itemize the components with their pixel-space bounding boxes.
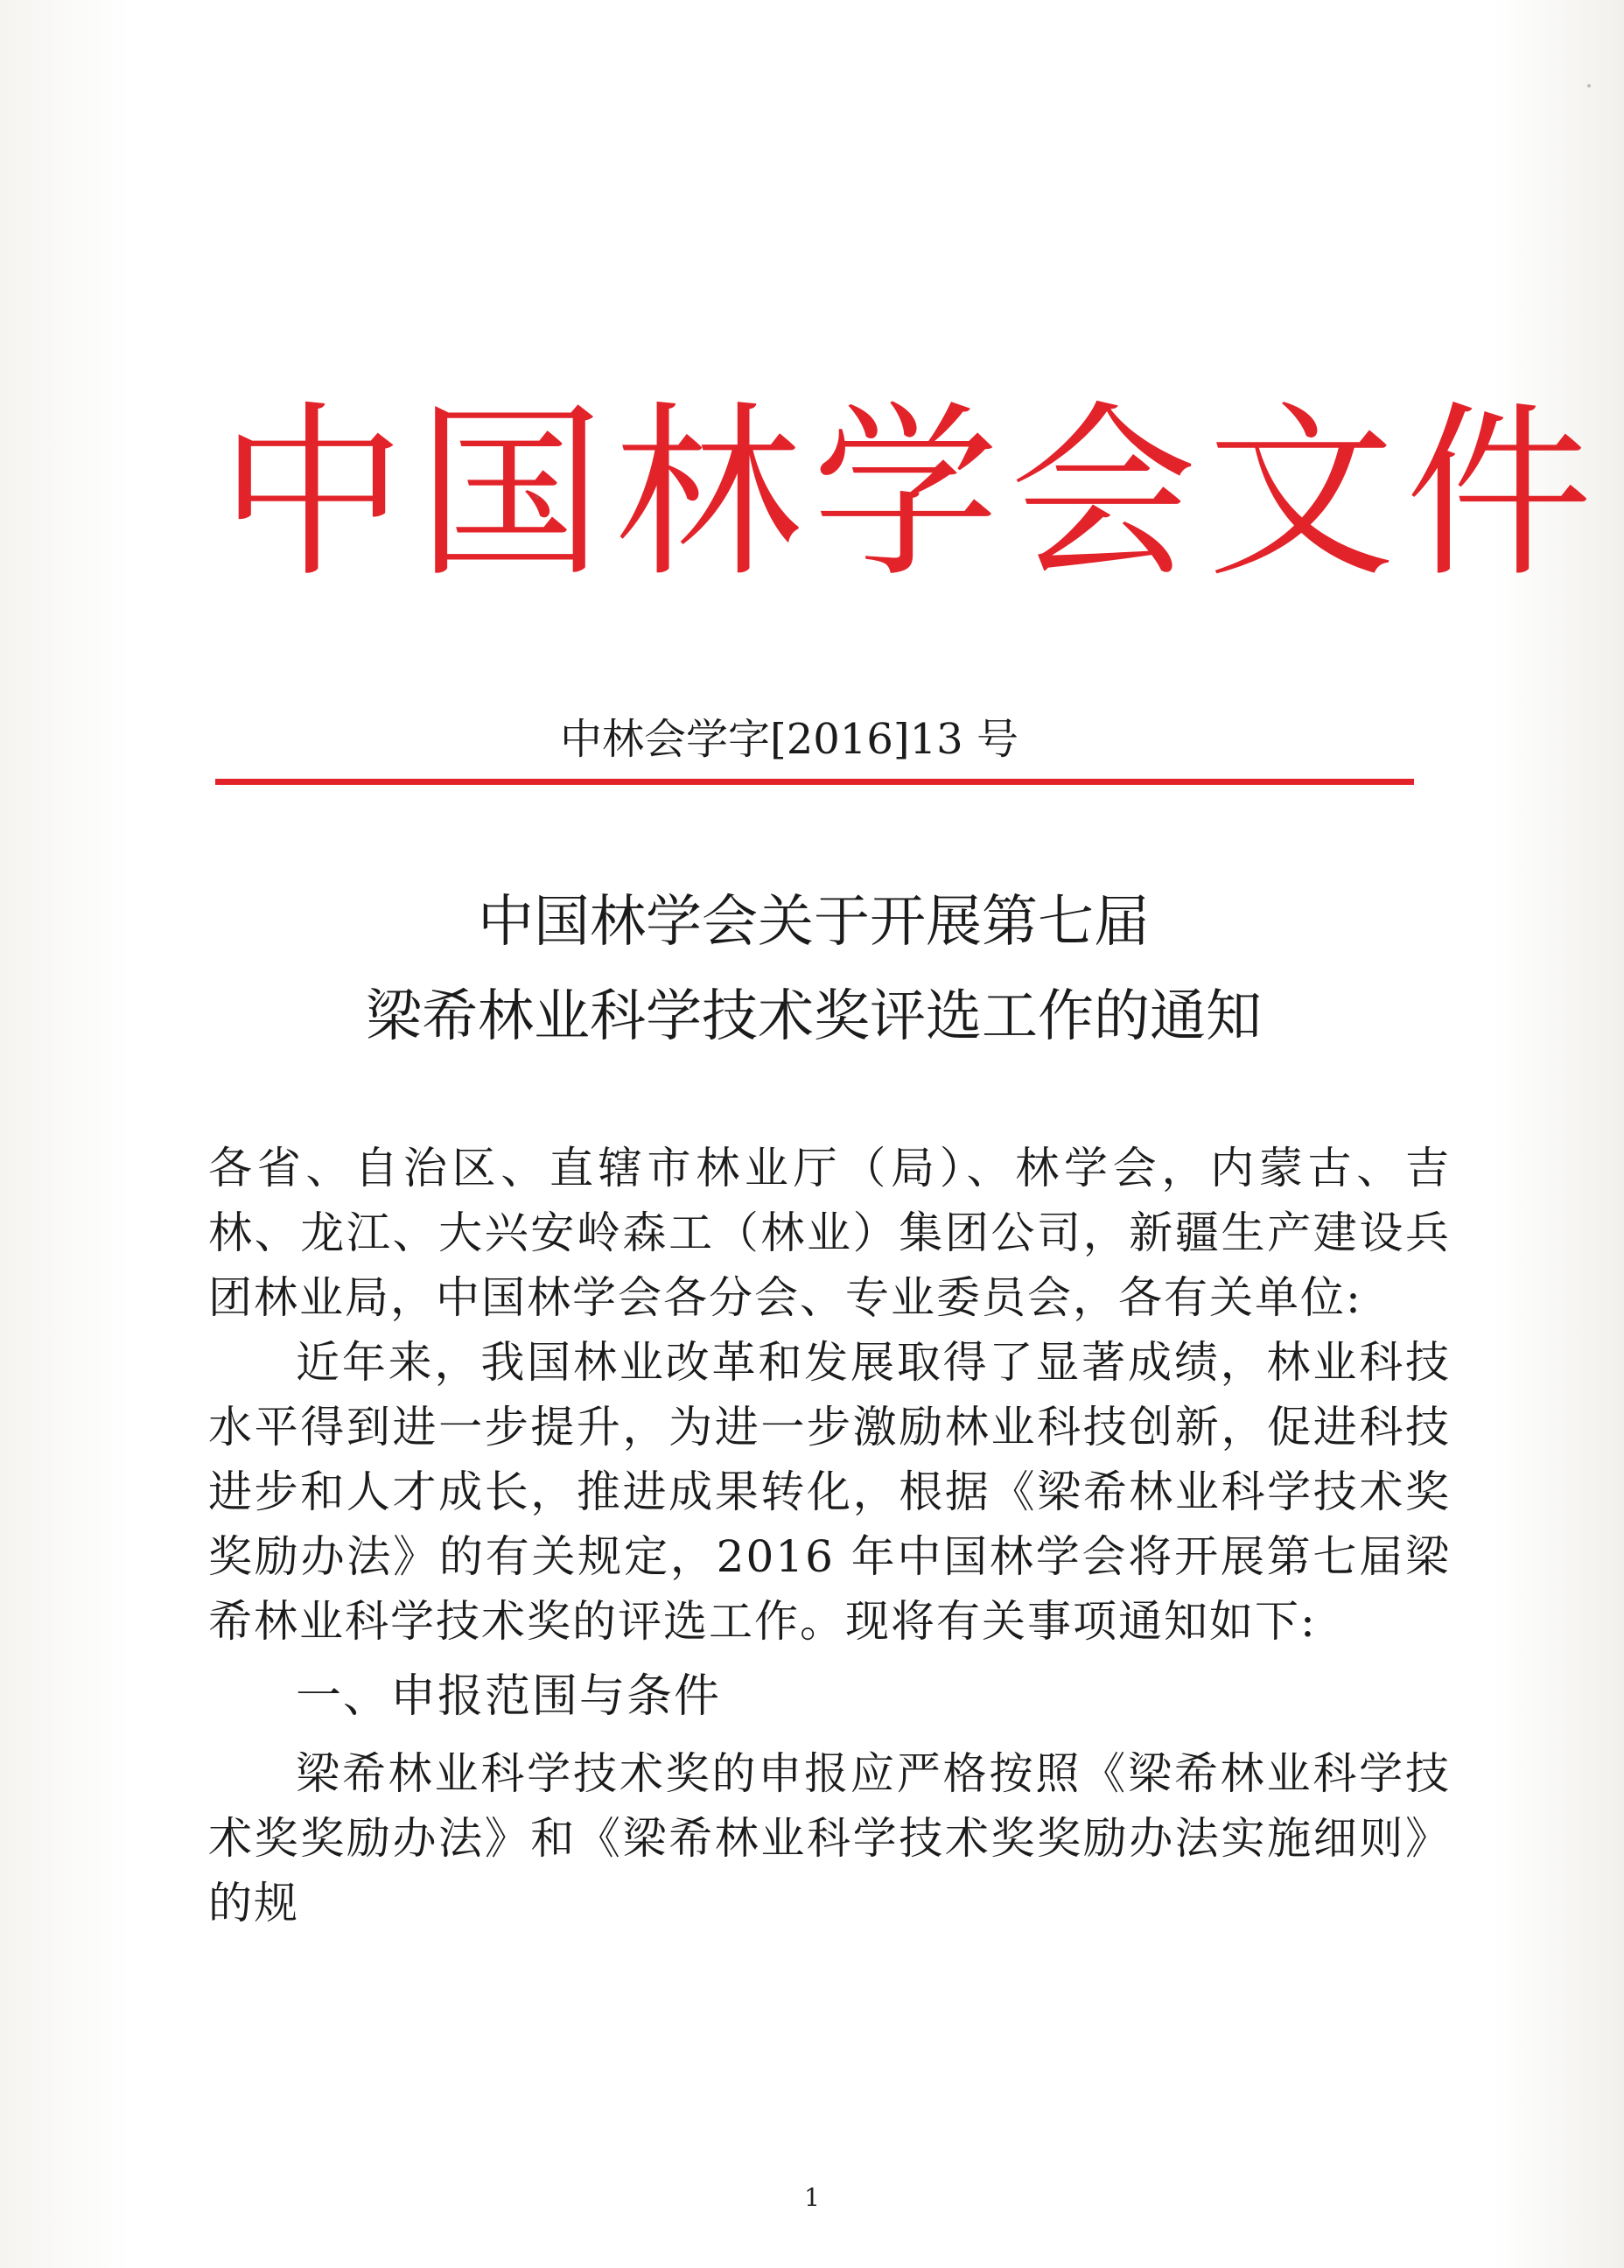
notice-title — [219, 875, 1409, 1064]
red-divider-line — [215, 779, 1414, 785]
page-number: 1 — [804, 2183, 820, 2212]
recipient-list: 各省、自治区、直辖市林业厅（局）、林学会，内蒙古、吉林、龙江、大兴安岭森工（林业）集团公司，新疆生产建设兵团林业局，中国林学会各分会、专业委员会，各有关单位: — [208, 1143, 1451, 1323]
notice-title-line-2: 梁希林业科学技术奖评选工作的通知 — [366, 984, 1262, 1049]
scan-speck — [536, 495, 539, 499]
document-header-title: 中国林学会文件 — [219, 385, 1603, 603]
section-1-paragraph: 梁希林业科学技术奖的申报应严格按照《梁希林业科学技术奖奖励办法》和《梁希林业科学技术奖奖励办法实施细则》的规 — [208, 1748, 1451, 1928]
document-body — [208, 1136, 1451, 1936]
intro-paragraph: 近年来，我国林业改革和发展取得了显著成绩，林业科技水平得到进一步提升，为进一步激励林业科技创新，促进科技进步和人才成长，推进成果转化，根据《梁希林业科学技术奖奖励办法》的有关规定，2016 年中国林学会将开展第七届梁希林业科学技术奖的评选工作。现将有关事项通知如下: — [208, 1337, 1451, 1647]
notice-title-line-1: 中国林学会关于开展第七届 — [478, 890, 1150, 955]
scan-speck — [1587, 84, 1591, 88]
scan-speck — [915, 1435, 919, 1438]
document-number: 中林会学字[2016]13 号 — [560, 715, 1018, 764]
section-1-heading: 一、申报范围与条件 — [296, 1670, 722, 1723]
